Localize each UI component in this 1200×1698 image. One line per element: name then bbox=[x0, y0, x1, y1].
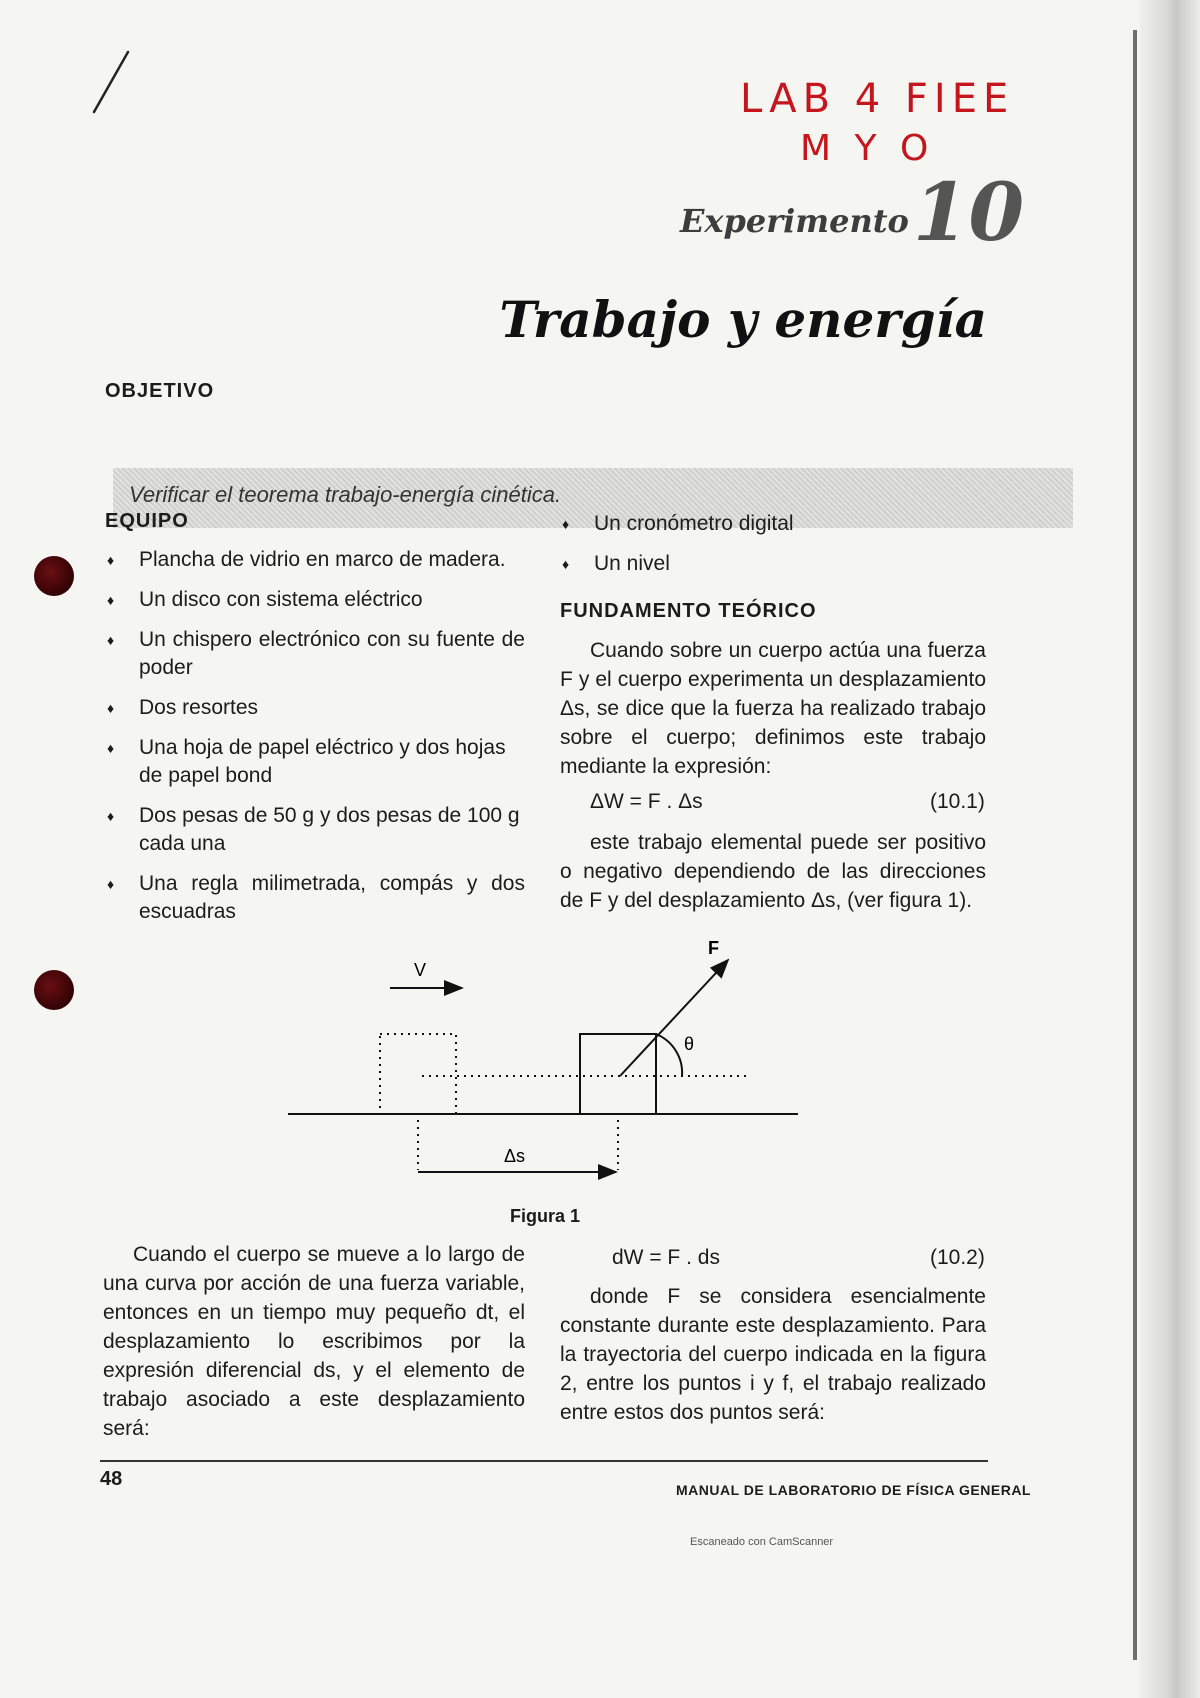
handwritten-lab-note: LAB 4 FIEE bbox=[740, 76, 1015, 122]
list-item: ♦ Dos pesas de 50 g y dos pesas de 100 g cada una bbox=[107, 804, 520, 855]
list-item: ♦ Un chispero electrónico con su fuente de poder bbox=[107, 628, 525, 679]
force-arrow bbox=[620, 960, 728, 1076]
footer-rule bbox=[100, 1460, 988, 1462]
experiment-number: 10 bbox=[912, 165, 1025, 259]
experiment-header bbox=[680, 165, 1025, 259]
page-edge-shadow bbox=[1140, 0, 1200, 1698]
binder-hole-bottom bbox=[34, 970, 74, 1010]
equation-10-1: ΔW = F . Δs bbox=[590, 790, 703, 813]
page-spine-line bbox=[1133, 30, 1137, 1660]
bottom-left-paragraph: Cuando el cuerpo se mueve a lo largo de una curva por acción de una fuerza variable, entonces en un tiempo muy pequeño dt, el desplazamiento lo escribimos por la expresión diferencial ds, y el elemento de trabajo asociado a este desplazamiento será: bbox=[103, 1243, 525, 1440]
label-delta-s: Δs bbox=[504, 1146, 526, 1166]
equipment-heading: EQUIPO bbox=[105, 510, 189, 532]
equipment-list-right bbox=[560, 510, 990, 590]
list-item: ♦ Un disco con sistema eléctrico bbox=[107, 588, 423, 611]
list-item: ♦ Un nivel bbox=[562, 552, 670, 575]
scanner-watermark: Escaneado con CamScanner bbox=[690, 1536, 834, 1548]
objective-heading: OBJETIVO bbox=[105, 380, 215, 402]
final-block bbox=[580, 1034, 656, 1114]
list-item: ♦ Una regla milimetrada, compás y dos escuadras bbox=[107, 872, 525, 923]
bottom-right-paragraph: donde F se considera esencialmente constante durante este desplazamiento. Para la trayectoria del cuerpo indicada en la figura 2, entre los puntos i y f, el trabajo realizado entre estos dos puntos será: bbox=[560, 1285, 986, 1424]
equation-10-2-number: (10.2) bbox=[930, 1246, 985, 1269]
handwritten-group-note: M Y O bbox=[800, 128, 935, 169]
theory-paragraph-1: Cuando sobre un cuerpo actúa una fuerza F y el cuerpo experimenta un desplazamiento Δs, se dice que la fuerza ha realizado trabajo sobre el cuerpo; definimos este trabajo mediante la expresión: bbox=[560, 639, 986, 778]
label-f: F bbox=[708, 938, 719, 958]
list-item: ♦ Un cronómetro digital bbox=[562, 512, 794, 535]
theory-heading: FUNDAMENTO TEÓRICO bbox=[560, 600, 817, 622]
figure-1-diagram bbox=[280, 930, 820, 1190]
figure-1-caption: Figura 1 bbox=[510, 1206, 581, 1226]
list-item: ♦ Dos resortes bbox=[107, 696, 259, 719]
label-v: V bbox=[414, 960, 427, 980]
experiment-label: Experimento bbox=[680, 202, 909, 240]
list-item: ♦ Plancha de vidrio en marco de madera. bbox=[107, 548, 506, 571]
angle-arc bbox=[656, 1034, 682, 1076]
initial-block-outline bbox=[380, 1034, 456, 1114]
equation-10-2: dW = F . ds bbox=[612, 1246, 720, 1269]
objective-text: Verificar el teorema trabajo-energía cinética. bbox=[129, 482, 562, 507]
binder-hole-top bbox=[34, 556, 74, 596]
equation-10-1-number: (10.1) bbox=[930, 790, 985, 813]
pen-stroke-mark bbox=[88, 48, 138, 118]
equipment-list bbox=[105, 546, 525, 938]
page-title: Trabajo y energía bbox=[499, 290, 987, 349]
manual-title: MANUAL DE LABORATORIO DE FÍSICA GENERAL bbox=[676, 1482, 1031, 1498]
list-item: ♦ Una hoja de papel eléctrico y dos hojas de papel bond bbox=[107, 736, 506, 787]
page-number: 48 bbox=[100, 1468, 123, 1490]
label-theta: θ bbox=[684, 1034, 695, 1054]
theory-paragraph-2: este trabajo elemental puede ser positivo o negativo dependiendo de las direcciones de F y del desplazamiento Δs, (ver figura 1). bbox=[560, 831, 986, 912]
